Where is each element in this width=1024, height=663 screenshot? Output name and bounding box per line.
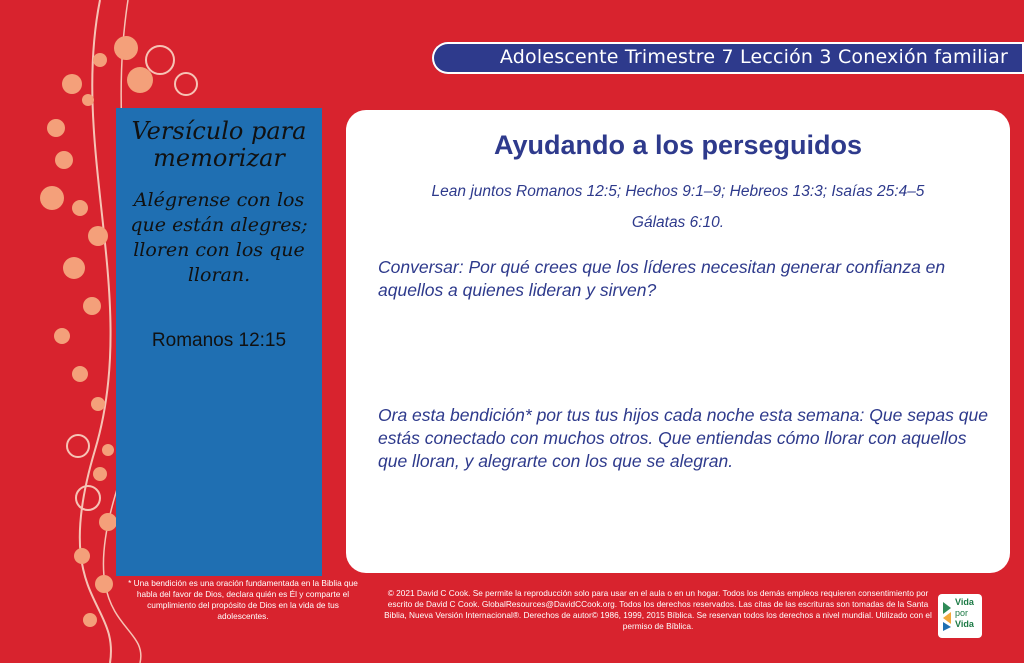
bubble-ring	[175, 73, 197, 95]
bubble	[91, 397, 105, 411]
bubble	[83, 613, 97, 627]
bubble	[47, 119, 65, 137]
bubble	[82, 94, 94, 106]
reading-references	[346, 176, 1010, 238]
lesson-title: Ayudando a los perseguidos	[493, 130, 863, 160]
bubble	[95, 575, 113, 593]
logo-line-3: Vida	[955, 619, 974, 629]
bubble-ring	[76, 486, 100, 510]
copyright-notice: © 2021 David C Cook. Se permite la reproducción solo para usar en el aula o en un hogar. Todos los demás empleos requieren consentimiento por escrito de David C Cook. GlobalResources@DavidCCook.org. Todos los derechos reservados. Las citas de las escrituras son tomadas de la Santa Biblia, Nueva Versión Internacional®. Derechos de autor© 1986, 1999, 2015 Bíblica. Se reservan todos los derechos a nivel mundial. Utilizado con el permiso de Bíblica.	[384, 588, 932, 631]
blessing-prompt: Ora esta bendición* por tus tus hijos cada noche esta semana: Que sepas que estás conectado con muchos otros. Que entiendas cómo llorar con aquellos que lloran, y alegrarte con los que se alegran.	[378, 405, 988, 471]
bubble-ring	[146, 46, 174, 74]
header-title: Adolescente Trimestre 7 Lección 3 Conexión familiar	[499, 46, 1008, 68]
bubble	[93, 53, 107, 67]
bubble	[62, 74, 82, 94]
logo-line-1: Vida	[955, 597, 974, 607]
bubble	[55, 151, 73, 169]
bubble	[74, 548, 90, 564]
bubble	[83, 297, 101, 315]
bubble-ring	[67, 435, 89, 457]
bubble	[93, 467, 107, 481]
vida-por-vida-logo	[938, 594, 982, 638]
bubble	[40, 186, 64, 210]
memory-verse-title: Versículo para memorizar	[131, 117, 307, 172]
memory-verse-text: Alégrense con los que están alegres; lloren con los que lloran.	[130, 189, 308, 286]
bubble	[88, 226, 108, 246]
bubble	[72, 366, 88, 382]
logo-line-2: por	[955, 608, 969, 618]
bubble	[72, 200, 88, 216]
bubble	[99, 513, 117, 531]
memory-verse-panel	[116, 108, 322, 576]
content-card	[346, 110, 1010, 573]
bubble	[114, 36, 138, 60]
reading-line-2: Gálatas 6:10.	[631, 214, 725, 231]
memory-verse-reference: Romanos 12:15	[151, 330, 287, 351]
bubble	[54, 328, 70, 344]
header-bar	[432, 42, 1024, 74]
discussion-prompt: Conversar: Por qué crees que los líderes necesitan generar confianza en aquellos a quienes lideran y sirven?	[378, 257, 946, 300]
logo-text	[955, 597, 981, 630]
reading-line-1: Lean juntos Romanos 12:5; Hechos 9:1–9; Hebreos 13:3; Isaías 25:4–5	[431, 183, 925, 200]
blessing-footnote: * Una bendición es una oración fundamentada en la Biblia que habla del favor de Dios, declara quién es Él y comparte el cumplimiento del propósito de Dios en la vida de tus adolescentes.	[128, 578, 358, 621]
bubble	[102, 444, 114, 456]
bubble	[127, 67, 153, 93]
logo-mark-icon	[941, 600, 953, 632]
bubble	[63, 257, 85, 279]
